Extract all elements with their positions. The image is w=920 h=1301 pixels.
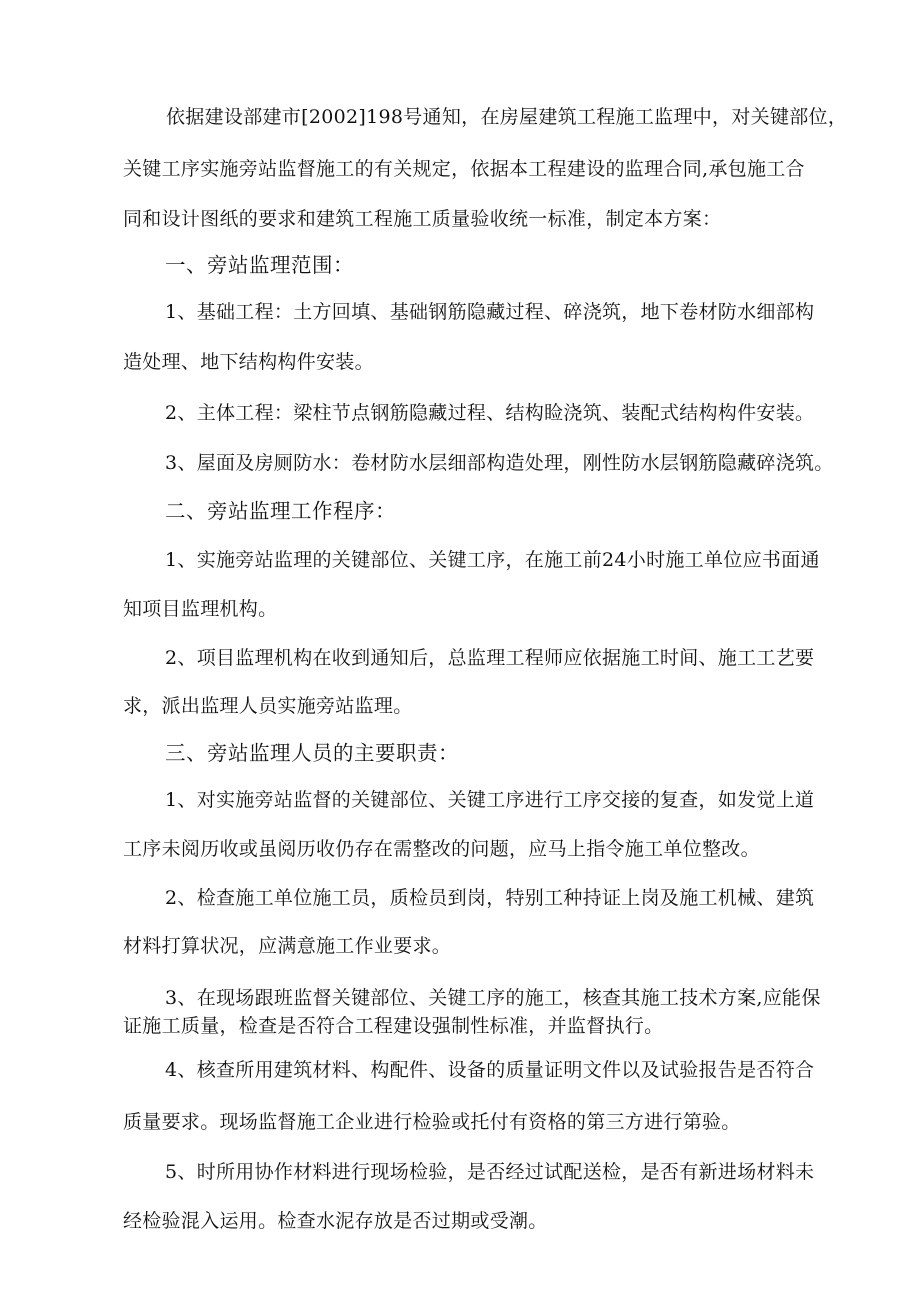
section-3-item-1-line-2: 工序未阅历收或虽阅历收仍存在需整改的问题，应马上指令施工单位整改。 [123, 838, 760, 860]
section-2-item-2-line-2: 求，派出监理人员实施旁站监理。 [123, 695, 413, 717]
section-1-item-1-line-2: 造处理、地下结构构件安装。 [123, 351, 374, 373]
intro-line-2: 关键工序实施旁站监督施工的有关规定，依据本工程建设的监理合同,承包施工合 [123, 158, 805, 180]
section-3-item-3-line-2: 证施工质量，检查是否符合工程建设强制性标准，并监督执行。 [123, 1015, 664, 1037]
intro-line-1: 依据建设部建市[2002]198号通知，在房屋建筑工程施工监理中，对关键部位， [166, 106, 848, 128]
section-2-item-1-line-1: 1、实施旁站监理的关键部位、关键工序，在施工前24小时施工单位应书面通 [165, 549, 820, 571]
section-3-heading: 三、旁站监理人员的主要职责： [165, 741, 459, 765]
section-1-item-2-line-1: 2、主体工程：梁柱节点钢筋隐藏过程、结构睑浇筑、装配式结构构件安装。 [165, 402, 815, 424]
section-1-heading: 一、旁站监理范围： [165, 253, 354, 277]
section-3-item-1-line-1: 1、对实施旁站监督的关键部位、关键工序进行工序交接的复查，如发觉上道 [165, 789, 815, 811]
section-2-item-1-line-2: 知项目监理机构。 [123, 598, 278, 620]
section-3-item-4-line-2: 质量要求。现场监督施工企业进行检验或托付有资格的第三方进行第验。 [123, 1111, 741, 1133]
section-2-item-2-line-1: 2、项目监理机构在收到通知后，总监理工程师应依据施工时间、施工工艺要 [165, 647, 815, 669]
section-1-item-3-line-1: 3、屋面及房厕防水：卷材防水层细部构造处理，刚性防水层钢筋隐藏碎浇筑。 [165, 452, 834, 474]
section-3-item-3-line-1: 3、在现场跟班监督关键部位、关键工序的施工，核查其施工技术方案,应能保 [165, 987, 821, 1009]
section-3-item-2-line-1: 2、检查施工单位施工员，质检员到岗，特别工种持证上岗及施工机械、建筑 [165, 887, 815, 909]
section-3-item-2-line-2: 材料打算状况，应满意施工作业要求。 [123, 935, 452, 957]
section-3-item-4-line-1: 4、核查所用建筑材料、构配件、设备的质量证明文件以及试验报告是否符合 [165, 1059, 815, 1081]
section-3-item-5-line-2: 经检验混入运用。检查水泥存放是否过期或受潮。 [123, 1210, 548, 1232]
intro-line-3: 同和设计图纸的要求和建筑工程施工质量验收统一标准，制定本方案： [123, 208, 722, 230]
section-2-heading: 二、旁站监理工作程序： [165, 499, 396, 523]
section-3-item-5-line-1: 5、时所用协作材料进行现场检验，是否经过试配送检，是否有新进场材料未 [165, 1161, 815, 1183]
section-1-item-1-line-1: 1、基础工程：土方回填、基础钢筋隐藏过程、碎浇筑，地下卷材防水细部构 [165, 301, 815, 323]
